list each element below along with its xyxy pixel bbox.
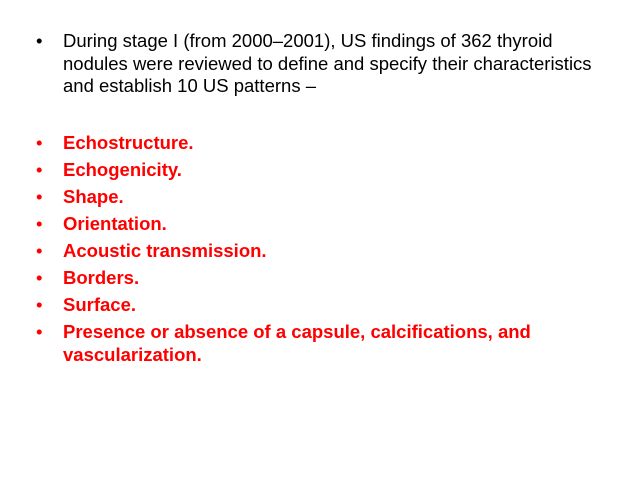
feature-bullet-orientation <box>36 212 596 235</box>
feature-text: Shape. <box>63 185 124 207</box>
intro-text: During stage I (from 2000–2001), US findings of 362 thyroid nodules were reviewed to define and specify their characteristics and establish 10 US patterns – <box>63 30 592 96</box>
bullet-marker: • <box>36 239 43 261</box>
feature-bullet-capsule-calcifications-vascularization <box>36 320 596 366</box>
feature-text: Orientation. <box>63 212 167 234</box>
bullet-marker: • <box>36 131 43 153</box>
feature-bullet-borders <box>36 266 596 289</box>
feature-bullet-shape <box>36 185 596 208</box>
bullet-marker: • <box>36 293 43 315</box>
bullet-marker: • <box>36 158 43 180</box>
intro-bullet <box>36 30 596 98</box>
feature-bullet-acoustic-transmission <box>36 239 596 262</box>
bullet-list <box>36 30 596 370</box>
bullet-marker: • <box>36 212 43 234</box>
feature-bullet-echostructure <box>36 131 596 154</box>
feature-text: Echostructure. <box>63 131 194 153</box>
feature-text: Borders. <box>63 266 140 288</box>
bullet-marker: • <box>36 30 43 51</box>
feature-text: Acoustic transmission. <box>63 239 267 261</box>
bullet-marker: • <box>36 266 43 288</box>
bullet-marker: • <box>36 185 43 207</box>
feature-text: Echogenicity. <box>63 158 182 180</box>
feature-bullet-echogenicity <box>36 158 596 181</box>
feature-bullet-surface <box>36 293 596 316</box>
bullet-marker: • <box>36 320 43 342</box>
feature-text: Surface. <box>63 293 137 315</box>
feature-text: Presence or absence of a capsule, calcifications, and vascularization. <box>63 320 531 365</box>
